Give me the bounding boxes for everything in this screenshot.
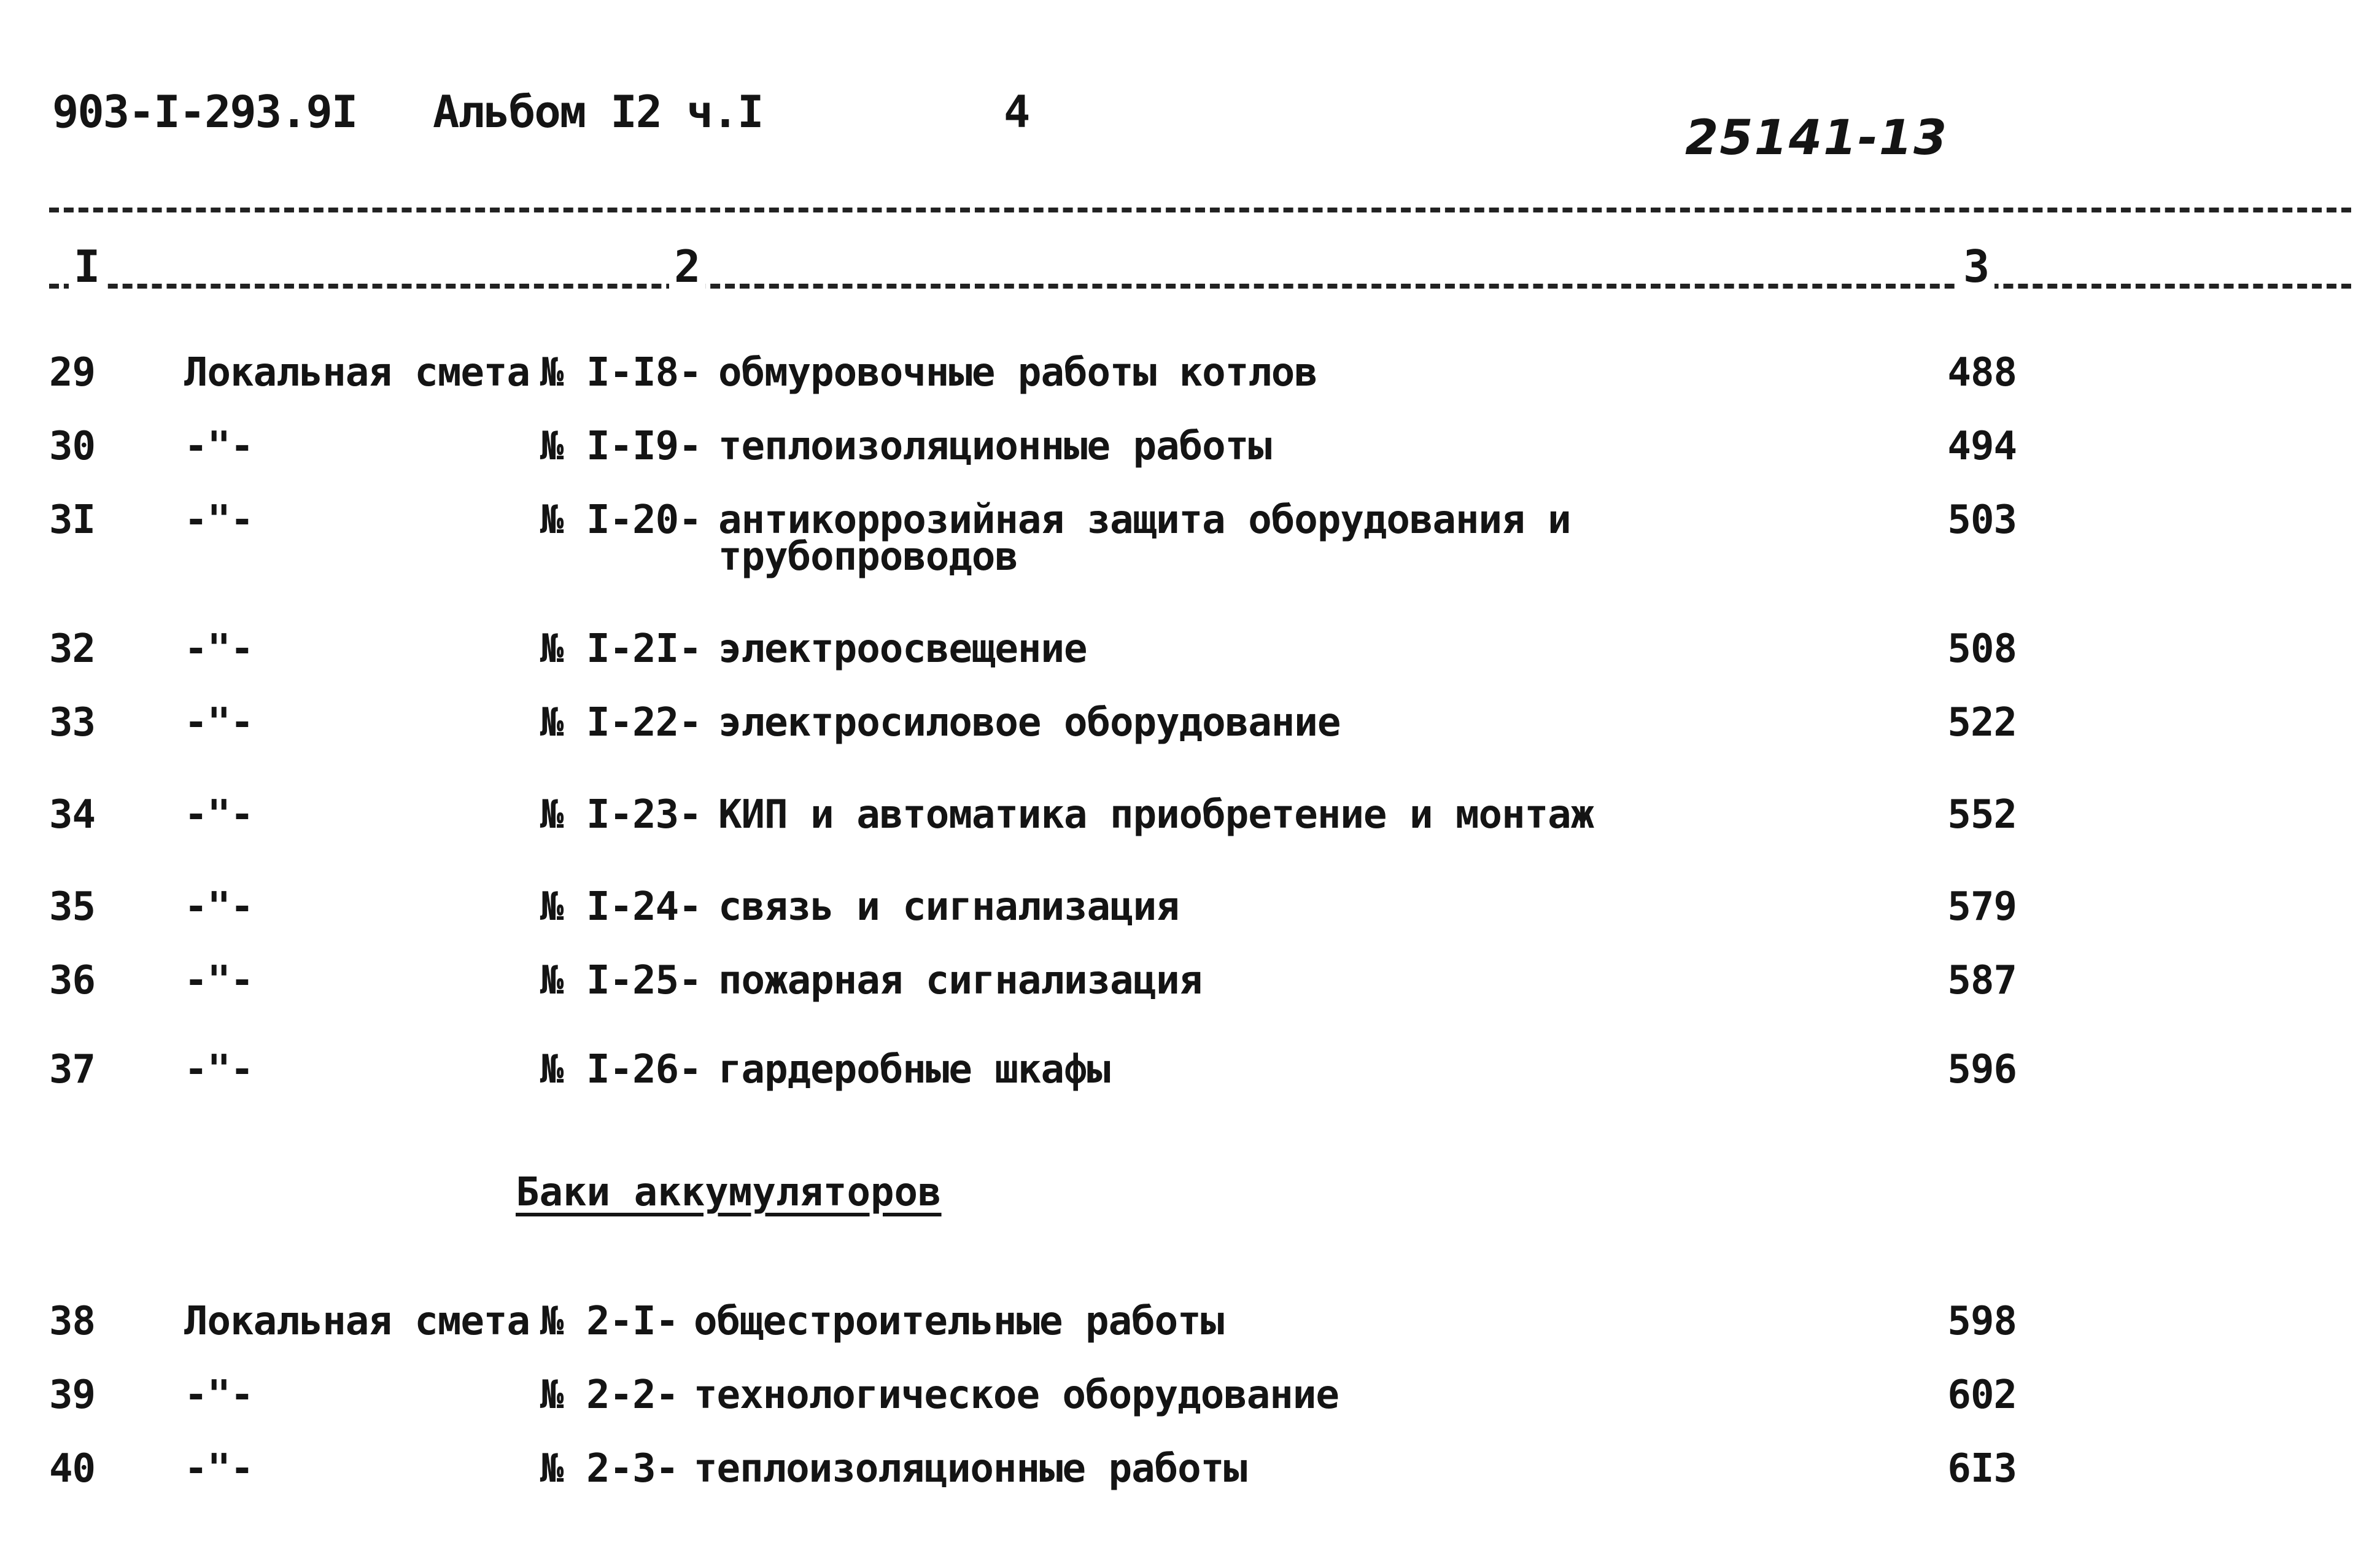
row-estimate-type: Локальная смета [184, 1299, 530, 1344]
row-page-number: 579 [1947, 884, 2017, 930]
row-estimate-code: № I-20- [540, 497, 702, 543]
row-estimate-code: № I-22- [540, 700, 702, 745]
row-estimate-code: № I-24- [540, 884, 702, 930]
row-estimate-type: -"- [184, 1047, 254, 1092]
row-number: 38 [49, 1299, 96, 1344]
row-page-number: 602 [1947, 1372, 2017, 1418]
row-number: 35 [49, 884, 96, 930]
row-description: электросиловое оборудование [718, 700, 1341, 745]
column-number-2: 2 [669, 241, 705, 292]
page-number: 4 [1004, 86, 1029, 138]
row-estimate-code: № I-26- [540, 1047, 702, 1092]
row-page-number: 503 [1947, 497, 2017, 543]
row-number: 39 [49, 1372, 96, 1418]
row-estimate-code: № I-2I- [540, 626, 702, 672]
row-estimate-code: № I-25- [540, 958, 702, 1003]
row-estimate-code: № I-I9- [540, 424, 702, 469]
top-dashed-rule [49, 208, 2351, 212]
row-estimate-type: -"- [184, 1446, 254, 1492]
album-label: Альбом I2 ч.I [433, 86, 763, 138]
row-number: 32 [49, 626, 96, 672]
row-page-number: 598 [1947, 1299, 2017, 1344]
row-number: 30 [49, 424, 96, 469]
row-estimate-type: -"- [184, 884, 254, 930]
row-estimate-type: -"- [184, 792, 254, 838]
row-number: 33 [49, 700, 96, 745]
column-number-3: 3 [1958, 241, 1994, 292]
row-description: антикоррозийная защита оборудования и [718, 497, 1571, 543]
row-description: связь и сигнализация [718, 884, 1179, 930]
row-number: 34 [49, 792, 96, 838]
row-estimate-type: Локальная смета [184, 350, 530, 395]
row-page-number: 494 [1947, 424, 2017, 469]
column-dashed-rule [49, 284, 2351, 289]
row-description: гардеробные шкафы [718, 1047, 1111, 1092]
row-estimate-code: № 2-2- [540, 1372, 679, 1418]
row-estimate-type: -"- [184, 700, 254, 745]
handwritten-number: 25141-13 [1685, 111, 1948, 166]
row-page-number: 508 [1947, 626, 2017, 672]
row-estimate-type: -"- [184, 958, 254, 1003]
row-description: общестроительные работы [694, 1299, 1224, 1344]
row-estimate-code: № I-23- [540, 792, 702, 838]
row-description: обмуровочные работы котлов [718, 350, 1317, 395]
row-estimate-type: -"- [184, 626, 254, 672]
row-number: 37 [49, 1047, 96, 1092]
row-description: трубопроводов [718, 534, 1018, 580]
column-number-1: I [69, 241, 105, 292]
row-estimate-type: -"- [184, 424, 254, 469]
row-estimate-type: -"- [184, 497, 254, 543]
row-page-number: 552 [1947, 792, 2017, 838]
row-page-number: 488 [1947, 350, 2017, 395]
row-estimate-code: № 2-3- [540, 1446, 679, 1492]
row-page-number: 522 [1947, 700, 2017, 745]
row-description: КИП и автоматика приобретение и монтаж [718, 792, 1594, 838]
row-description: теплоизоляционные работы [694, 1446, 1247, 1492]
row-estimate-code: № I-I8- [540, 350, 702, 395]
row-description: технологическое оборудование [694, 1372, 1339, 1418]
row-estimate-code: № 2-I- [540, 1299, 679, 1344]
row-estimate-type: -"- [184, 1372, 254, 1418]
row-description: пожарная сигнализация [718, 958, 1203, 1003]
row-number: 3I [49, 497, 96, 543]
row-description: электроосвещение [718, 626, 1087, 672]
section-title: Баки аккумуляторов [516, 1170, 942, 1215]
row-number: 36 [49, 958, 96, 1003]
row-number: 40 [49, 1446, 96, 1492]
row-number: 29 [49, 350, 96, 395]
row-description: теплоизоляционные работы [718, 424, 1271, 469]
row-page-number: 587 [1947, 958, 2017, 1003]
row-page-number: 6I3 [1947, 1446, 2017, 1492]
row-page-number: 596 [1947, 1047, 2017, 1092]
doc-code: 903-I-293.9I [52, 86, 357, 138]
